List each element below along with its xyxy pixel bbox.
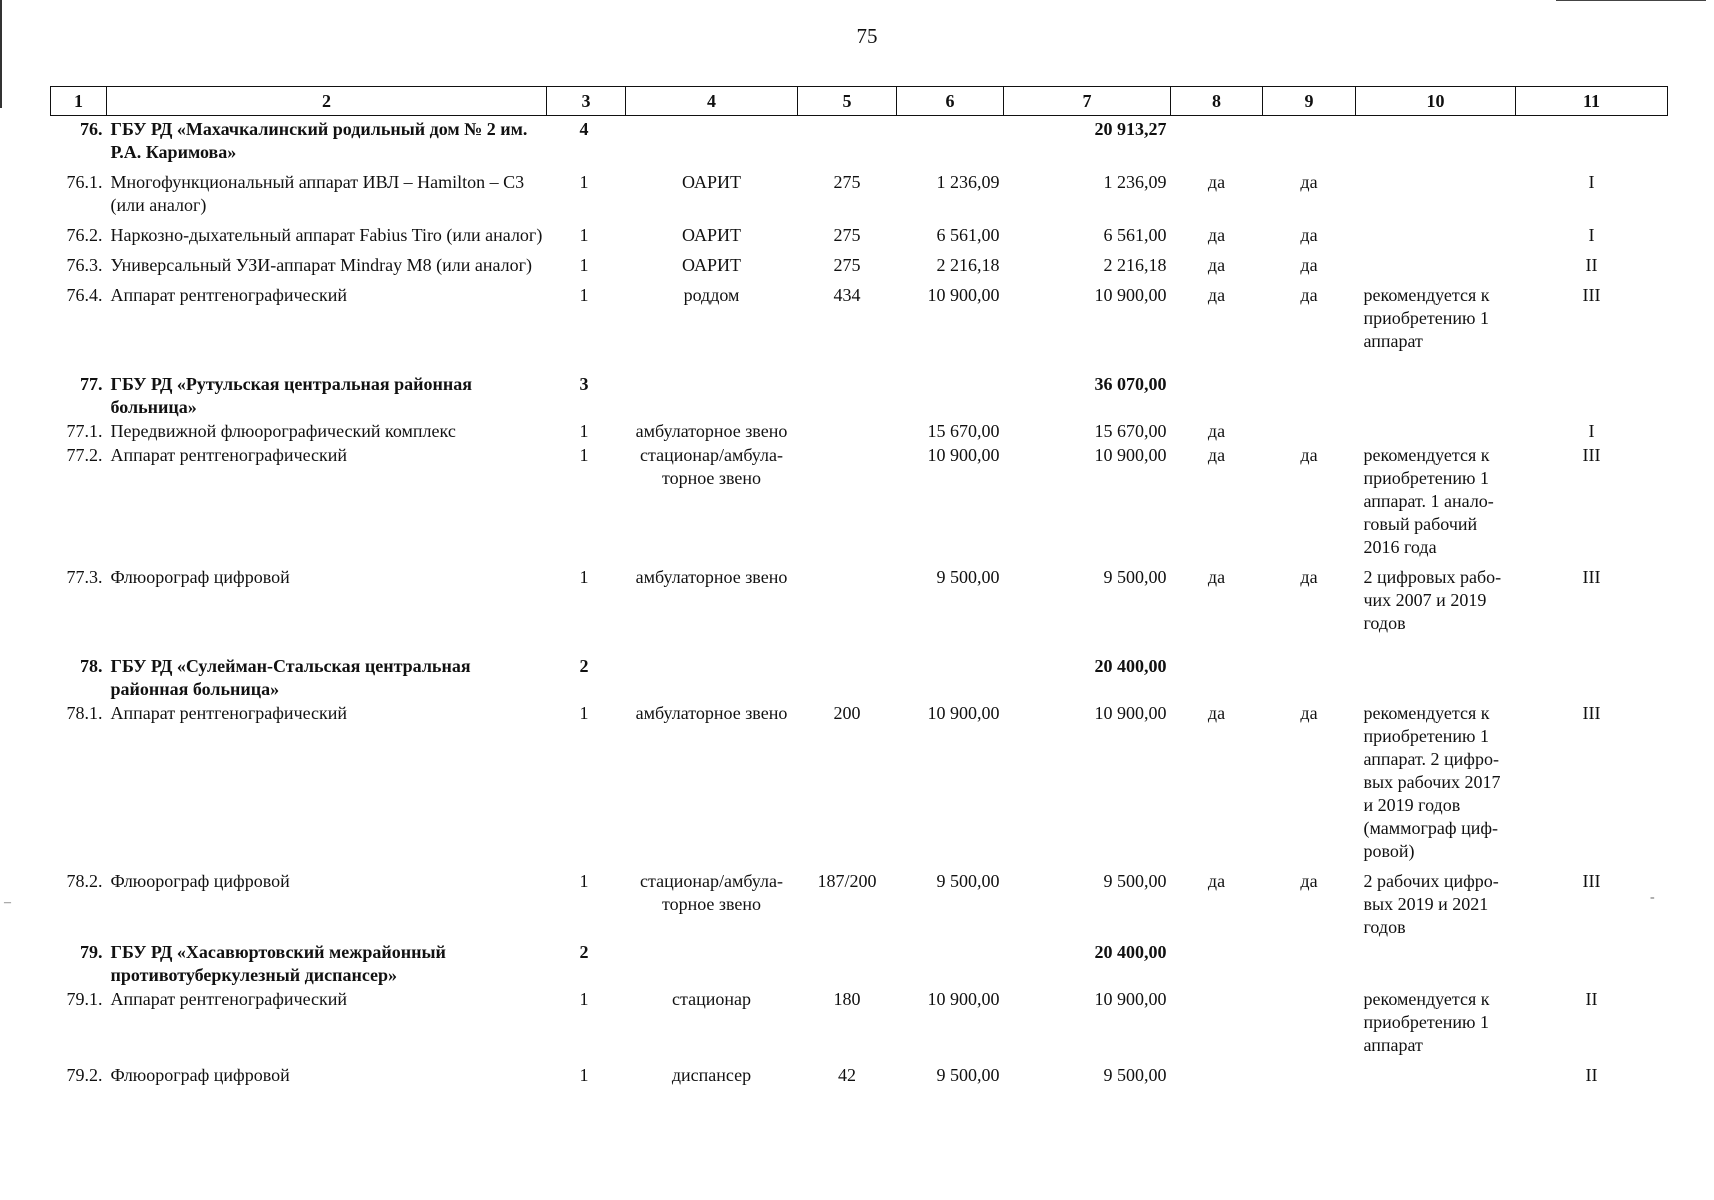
category-cell: III xyxy=(1582,285,1601,305)
quantity-cell: 1 xyxy=(579,567,589,587)
department-cell: ОАРИТ xyxy=(681,255,742,275)
header-cell-10: 10 xyxy=(1356,87,1516,116)
equipment-name-cell: Наркозно-дыхательный аппарат Fabius Tiro (или аналог) xyxy=(110,225,543,245)
equipment-row xyxy=(51,164,1668,217)
spacer-cell xyxy=(51,353,1668,371)
institution-row xyxy=(51,116,1668,165)
column-9-flag-cell: да xyxy=(1300,445,1318,465)
column-8-flag-cell: да xyxy=(1207,172,1226,192)
department-cell: амбулаторное звено xyxy=(635,703,788,723)
department-cell xyxy=(626,116,798,165)
column-8-flag-cell: да xyxy=(1207,445,1226,465)
header-cell-7: 7 xyxy=(1004,87,1171,116)
note-cell: 2 рабочих цифро-вых 2019 и 2021 годов xyxy=(1363,871,1499,937)
equipment-row xyxy=(51,247,1668,277)
equipment-name-cell: Аппарат рентгенографический xyxy=(110,445,348,465)
column-8-flag-cell xyxy=(1171,116,1263,165)
category-cell: I xyxy=(1588,172,1595,192)
header-cell-9: 9 xyxy=(1263,87,1356,116)
department-cell: диспансер xyxy=(671,1065,752,1085)
row-number-cell: 76. xyxy=(80,119,103,139)
column-8-flag-cell xyxy=(1171,1057,1263,1087)
bed-count-cell: 434 xyxy=(833,285,861,305)
unit-price-cell: 1 236,09 xyxy=(936,172,1000,192)
quantity-cell: 2 xyxy=(579,656,589,676)
department-cell xyxy=(626,653,798,701)
department-cell: ОАРИТ xyxy=(681,225,742,245)
category-cell: III xyxy=(1582,445,1601,465)
note-cell: рекомендуется к приобретению 1 аппарат xyxy=(1363,989,1490,1055)
column-8-flag-cell xyxy=(1171,371,1263,419)
header-row xyxy=(51,87,1668,116)
row-number-cell: 79.1. xyxy=(66,989,103,1009)
total-cost-cell: 6 561,00 xyxy=(1103,225,1167,245)
row-number-cell: 77.3. xyxy=(66,567,103,587)
equipment-name-cell: Флюорограф цифровой xyxy=(110,567,290,587)
equipment-name-cell: ГБУ РД «Сулейман-Стальская центральная районная больница» xyxy=(110,656,471,699)
category-cell xyxy=(1516,116,1668,165)
total-cost-cell: 15 670,00 xyxy=(1094,421,1167,441)
total-cost-cell: 20 400,00 xyxy=(1094,942,1167,962)
bed-count-cell: 180 xyxy=(833,989,861,1009)
equipment-row xyxy=(51,701,1668,863)
category-cell: III xyxy=(1582,871,1601,891)
equipment-name-cell: Флюорограф цифровой xyxy=(110,1065,290,1085)
equipment-row xyxy=(51,1057,1668,1087)
row-number-cell: 76.1. xyxy=(66,172,103,192)
bed-count-cell: 275 xyxy=(833,225,861,245)
column-9-flag-cell xyxy=(1263,1057,1356,1087)
department-cell: амбулаторное звено xyxy=(635,567,788,587)
category-cell: I xyxy=(1588,225,1595,245)
row-number-cell: 77.1. xyxy=(66,421,103,441)
unit-price-cell xyxy=(897,939,1004,987)
total-cost-cell: 20 400,00 xyxy=(1094,656,1167,676)
quantity-cell: 1 xyxy=(579,225,589,245)
equipment-row xyxy=(51,277,1668,353)
equipment-row xyxy=(51,443,1668,559)
column-9-flag-cell xyxy=(1263,371,1356,419)
bed-count-cell: 187/200 xyxy=(817,871,877,891)
spacer-row xyxy=(51,635,1668,653)
table-body xyxy=(51,116,1668,1088)
equipment-name-cell: ГБУ РД «Махачкалинский родильный дом № 2 им. Р.А. Каримова» xyxy=(110,119,528,162)
bed-count-cell: 275 xyxy=(833,255,861,275)
total-cost-cell: 9 500,00 xyxy=(1103,567,1167,587)
bed-count-cell xyxy=(798,116,897,165)
total-cost-cell: 10 900,00 xyxy=(1094,285,1167,305)
top-edge-rule xyxy=(1556,0,1706,1)
margin-dash-mark: – xyxy=(4,895,11,910)
column-9-flag-cell xyxy=(1263,653,1356,701)
note-cell: рекомендуется к приобретению 1 аппарат. 2 цифро-вых рабочих 2017 и 2019 годов (маммограф циф-ровой) xyxy=(1363,703,1501,861)
unit-price-cell: 10 900,00 xyxy=(927,445,1000,465)
quantity-cell: 1 xyxy=(579,421,589,441)
column-9-flag-cell: да xyxy=(1300,871,1318,891)
row-number-cell: 78. xyxy=(80,656,103,676)
column-8-flag-cell: да xyxy=(1207,871,1226,891)
note-cell xyxy=(1356,653,1516,701)
equipment-name-cell: Флюорограф цифровой xyxy=(110,871,290,891)
quantity-cell: 2 xyxy=(579,942,589,962)
bed-count-cell: 42 xyxy=(838,1065,856,1085)
column-8-flag-cell: да xyxy=(1207,567,1226,587)
equipment-name-cell: Аппарат рентгенографический xyxy=(110,703,348,723)
bed-count-cell xyxy=(798,419,897,443)
equipment-row xyxy=(51,217,1668,247)
unit-price-cell: 6 561,00 xyxy=(936,225,1000,245)
equipment-name-cell: ГБУ РД «Хасавюртовский межрайонный противотуберкулезный диспансер» xyxy=(110,942,446,985)
unit-price-cell: 9 500,00 xyxy=(936,871,1000,891)
quantity-cell: 1 xyxy=(579,255,589,275)
note-cell xyxy=(1356,1057,1516,1087)
header-cell-1: 1 xyxy=(51,87,107,116)
column-9-flag-cell xyxy=(1263,939,1356,987)
spacer-row xyxy=(51,353,1668,371)
category-cell: II xyxy=(1585,989,1598,1009)
institution-row xyxy=(51,939,1668,987)
category-cell xyxy=(1516,653,1668,701)
quantity-cell: 1 xyxy=(579,703,589,723)
row-number-cell: 76.4. xyxy=(66,285,103,305)
note-cell xyxy=(1356,419,1516,443)
department-cell: ОАРИТ xyxy=(681,172,742,192)
total-cost-cell: 1 236,09 xyxy=(1103,172,1167,192)
unit-price-cell xyxy=(897,116,1004,165)
category-cell: I xyxy=(1588,421,1595,441)
category-cell xyxy=(1516,371,1668,419)
total-cost-cell: 36 070,00 xyxy=(1094,374,1167,394)
note-cell xyxy=(1356,217,1516,247)
row-number-cell: 77.2. xyxy=(66,445,103,465)
quantity-cell: 1 xyxy=(579,1065,589,1085)
bed-count-cell xyxy=(798,939,897,987)
unit-price-cell xyxy=(897,371,1004,419)
equipment-table xyxy=(50,86,1668,1087)
column-9-flag-cell xyxy=(1263,987,1356,1057)
row-number-cell: 79. xyxy=(80,942,103,962)
bed-count-cell xyxy=(798,653,897,701)
column-9-flag-cell xyxy=(1263,116,1356,165)
department-cell: стационар/амбула-торное звено xyxy=(640,871,783,914)
total-cost-cell: 9 500,00 xyxy=(1103,1065,1167,1085)
unit-price-cell: 9 500,00 xyxy=(936,567,1000,587)
equipment-name-cell: Аппарат рентгенографический xyxy=(110,285,348,305)
unit-price-cell: 2 216,18 xyxy=(936,255,1000,275)
department-cell xyxy=(626,371,798,419)
unit-price-cell: 9 500,00 xyxy=(936,1065,1000,1085)
total-cost-cell: 9 500,00 xyxy=(1103,871,1167,891)
column-8-flag-cell xyxy=(1171,939,1263,987)
institution-row xyxy=(51,371,1668,419)
spacer-cell xyxy=(51,635,1668,653)
header-cell-5: 5 xyxy=(798,87,897,116)
column-9-flag-cell: да xyxy=(1300,225,1318,245)
note-cell xyxy=(1356,247,1516,277)
header-cell-8: 8 xyxy=(1171,87,1263,116)
quantity-cell: 3 xyxy=(579,374,589,394)
column-8-flag-cell: да xyxy=(1207,421,1226,441)
unit-price-cell: 10 900,00 xyxy=(927,989,1000,1009)
note-cell: рекомендуется к приобретению 1 аппарат. 1 анало-говый рабочий 2016 года xyxy=(1363,445,1494,557)
category-cell xyxy=(1516,939,1668,987)
equipment-name-cell: Аппарат рентгенографический xyxy=(110,989,348,1009)
quantity-cell: 1 xyxy=(579,989,589,1009)
unit-price-cell: 10 900,00 xyxy=(927,703,1000,723)
equipment-row xyxy=(51,987,1668,1057)
total-cost-cell: 10 900,00 xyxy=(1094,445,1167,465)
quantity-cell: 1 xyxy=(579,172,589,192)
left-edge-rule xyxy=(0,0,2,108)
column-8-flag-cell: да xyxy=(1207,703,1226,723)
department-cell: стационар/амбула-торное звено xyxy=(640,445,783,488)
bed-count-cell: 275 xyxy=(833,172,861,192)
column-9-flag-cell: да xyxy=(1300,255,1318,275)
column-9-flag-cell xyxy=(1263,419,1356,443)
column-8-flag-cell: да xyxy=(1207,285,1226,305)
quantity-cell: 4 xyxy=(579,119,589,139)
equipment-name-cell: ГБУ РД «Рутульская центральная районная больница» xyxy=(110,374,473,417)
quantity-cell: 1 xyxy=(579,285,589,305)
note-cell: рекомендуется к приобретению 1 аппарат xyxy=(1363,285,1490,351)
row-number-cell: 76.2. xyxy=(66,225,103,245)
margin-dash-mark: - xyxy=(1650,890,1655,905)
column-9-flag-cell: да xyxy=(1300,567,1318,587)
column-9-flag-cell: да xyxy=(1300,172,1318,192)
equipment-name-cell: Многофункциональный аппарат ИВЛ – Hamilton – C3 (или аналог) xyxy=(110,172,525,215)
equipment-row xyxy=(51,863,1668,939)
note-cell xyxy=(1356,164,1516,217)
header-cell-3: 3 xyxy=(547,87,626,116)
equipment-row xyxy=(51,419,1668,443)
column-8-flag-cell: да xyxy=(1207,225,1226,245)
institution-row xyxy=(51,653,1668,701)
header-cell-4: 4 xyxy=(626,87,798,116)
category-cell: II xyxy=(1585,1065,1598,1085)
unit-price-cell: 10 900,00 xyxy=(927,285,1000,305)
column-8-flag-cell: да xyxy=(1207,255,1226,275)
bed-count-cell xyxy=(798,443,897,559)
column-9-flag-cell: да xyxy=(1300,703,1318,723)
category-cell: III xyxy=(1582,703,1601,723)
equipment-row xyxy=(51,559,1668,635)
total-cost-cell: 10 900,00 xyxy=(1094,703,1167,723)
header-cell-11: 11 xyxy=(1516,87,1668,116)
category-cell: III xyxy=(1582,567,1601,587)
total-cost-cell: 10 900,00 xyxy=(1094,989,1167,1009)
column-8-flag-cell xyxy=(1171,653,1263,701)
total-cost-cell: 2 216,18 xyxy=(1103,255,1167,275)
department-cell: роддом xyxy=(683,285,740,305)
row-number-cell: 78.1. xyxy=(66,703,103,723)
quantity-cell: 1 xyxy=(579,445,589,465)
header-cell-6: 6 xyxy=(897,87,1004,116)
equipment-name-cell: Универсальный УЗИ-аппарат Mindray M8 (или аналог) xyxy=(110,255,532,275)
note-cell xyxy=(1356,939,1516,987)
quantity-cell: 1 xyxy=(579,871,589,891)
note-cell: 2 цифровых рабо-чих 2007 и 2019 годов xyxy=(1363,567,1502,633)
header-cell-2: 2 xyxy=(107,87,547,116)
category-cell: II xyxy=(1585,255,1598,275)
row-number-cell: 76.3. xyxy=(66,255,103,275)
bed-count-cell xyxy=(798,559,897,635)
row-number-cell: 79.2. xyxy=(66,1065,103,1085)
row-number-cell: 78.2. xyxy=(66,871,103,891)
column-number-header xyxy=(51,87,1668,116)
column-8-flag-cell xyxy=(1171,987,1263,1057)
total-cost-cell: 20 913,27 xyxy=(1094,119,1167,139)
department-cell: стационар xyxy=(672,989,751,1009)
note-cell xyxy=(1356,116,1516,165)
note-cell xyxy=(1356,371,1516,419)
bed-count-cell: 200 xyxy=(833,703,861,723)
bed-count-cell xyxy=(798,371,897,419)
unit-price-cell: 15 670,00 xyxy=(927,421,1000,441)
unit-price-cell xyxy=(897,653,1004,701)
department-cell xyxy=(626,939,798,987)
equipment-table-page xyxy=(50,86,1667,1087)
page-number: 75 xyxy=(856,24,878,48)
equipment-name-cell: Передвижной флюорографический комплекс xyxy=(110,421,456,441)
column-9-flag-cell: да xyxy=(1300,285,1318,305)
department-cell: амбулаторное звено xyxy=(635,421,788,441)
row-number-cell: 77. xyxy=(80,374,103,394)
